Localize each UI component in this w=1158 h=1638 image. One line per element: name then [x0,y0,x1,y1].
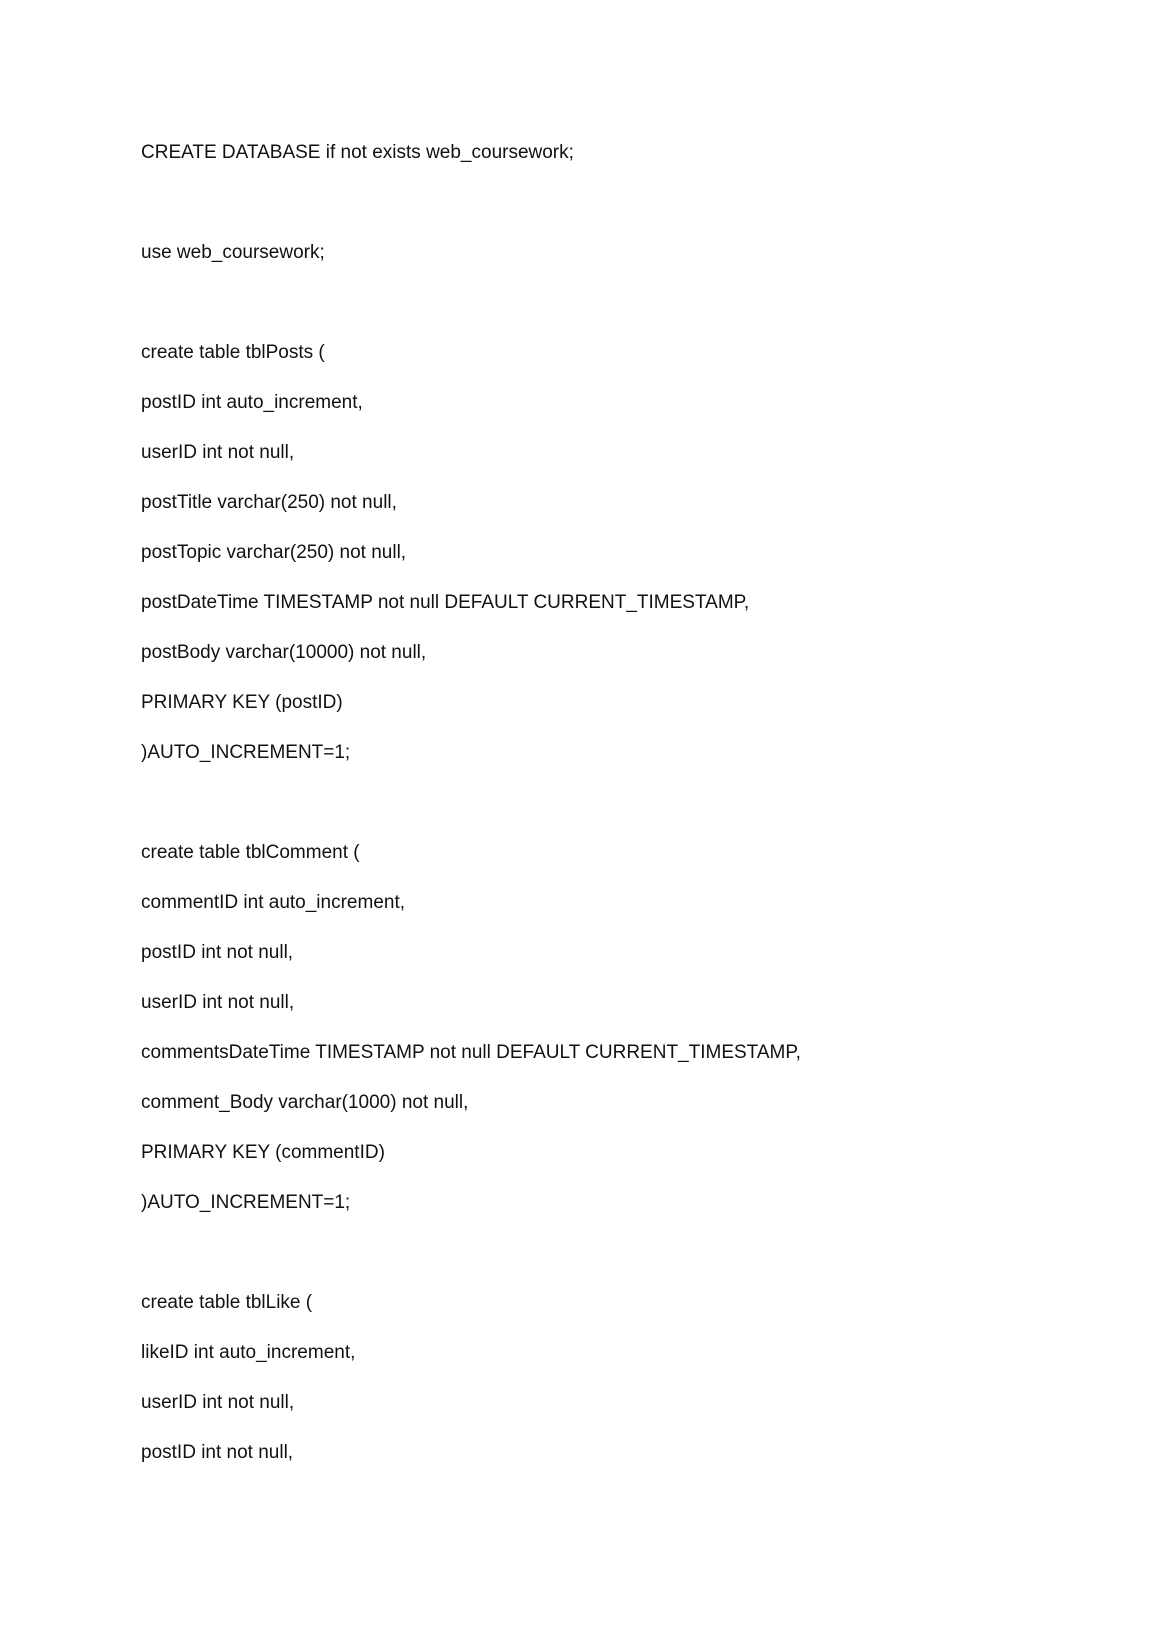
sql-line-comment-auto-increment: )AUTO_INCREMENT=1; [141,1192,351,1213]
sql-line-comment-body: comment_Body varchar(1000) not null, [141,1092,469,1113]
sql-line-create-database: CREATE DATABASE if not exists web_coursework; [141,142,574,163]
sql-line-create-table-comment: create table tblComment ( [141,842,360,863]
sql-line-use-database: use web_coursework; [141,242,325,263]
sql-line-create-table-posts: create table tblPosts ( [141,342,325,363]
sql-line-comment-userid: userID int not null, [141,992,295,1013]
sql-line-like-likeid: likeID int auto_increment, [141,1342,356,1363]
sql-line-comment-postid: postID int not null, [141,942,294,963]
sql-line-posts-title: postTitle varchar(250) not null, [141,492,397,513]
sql-line-like-userid: userID int not null, [141,1392,295,1413]
sql-line-posts-datetime: postDateTime TIMESTAMP not null DEFAULT CURRENT_TIMESTAMP, [141,592,750,613]
sql-line-posts-postid: postID int auto_increment, [141,392,363,413]
sql-line-like-postid: postID int not null, [141,1442,294,1463]
sql-line-posts-body: postBody varchar(10000) not null, [141,642,427,663]
sql-line-posts-primary-key: PRIMARY KEY (postID) [141,692,343,713]
sql-line-posts-topic: postTopic varchar(250) not null, [141,542,407,563]
sql-line-posts-auto-increment: )AUTO_INCREMENT=1; [141,742,351,763]
sql-line-create-table-like: create table tblLike ( [141,1292,313,1313]
sql-line-comment-commentid: commentID int auto_increment, [141,892,406,913]
sql-line-comment-primary-key: PRIMARY KEY (commentID) [141,1142,385,1163]
sql-line-comment-datetime: commentsDateTime TIMESTAMP not null DEFAULT CURRENT_TIMESTAMP, [141,1042,801,1063]
sql-line-posts-userid: userID int not null, [141,442,295,463]
